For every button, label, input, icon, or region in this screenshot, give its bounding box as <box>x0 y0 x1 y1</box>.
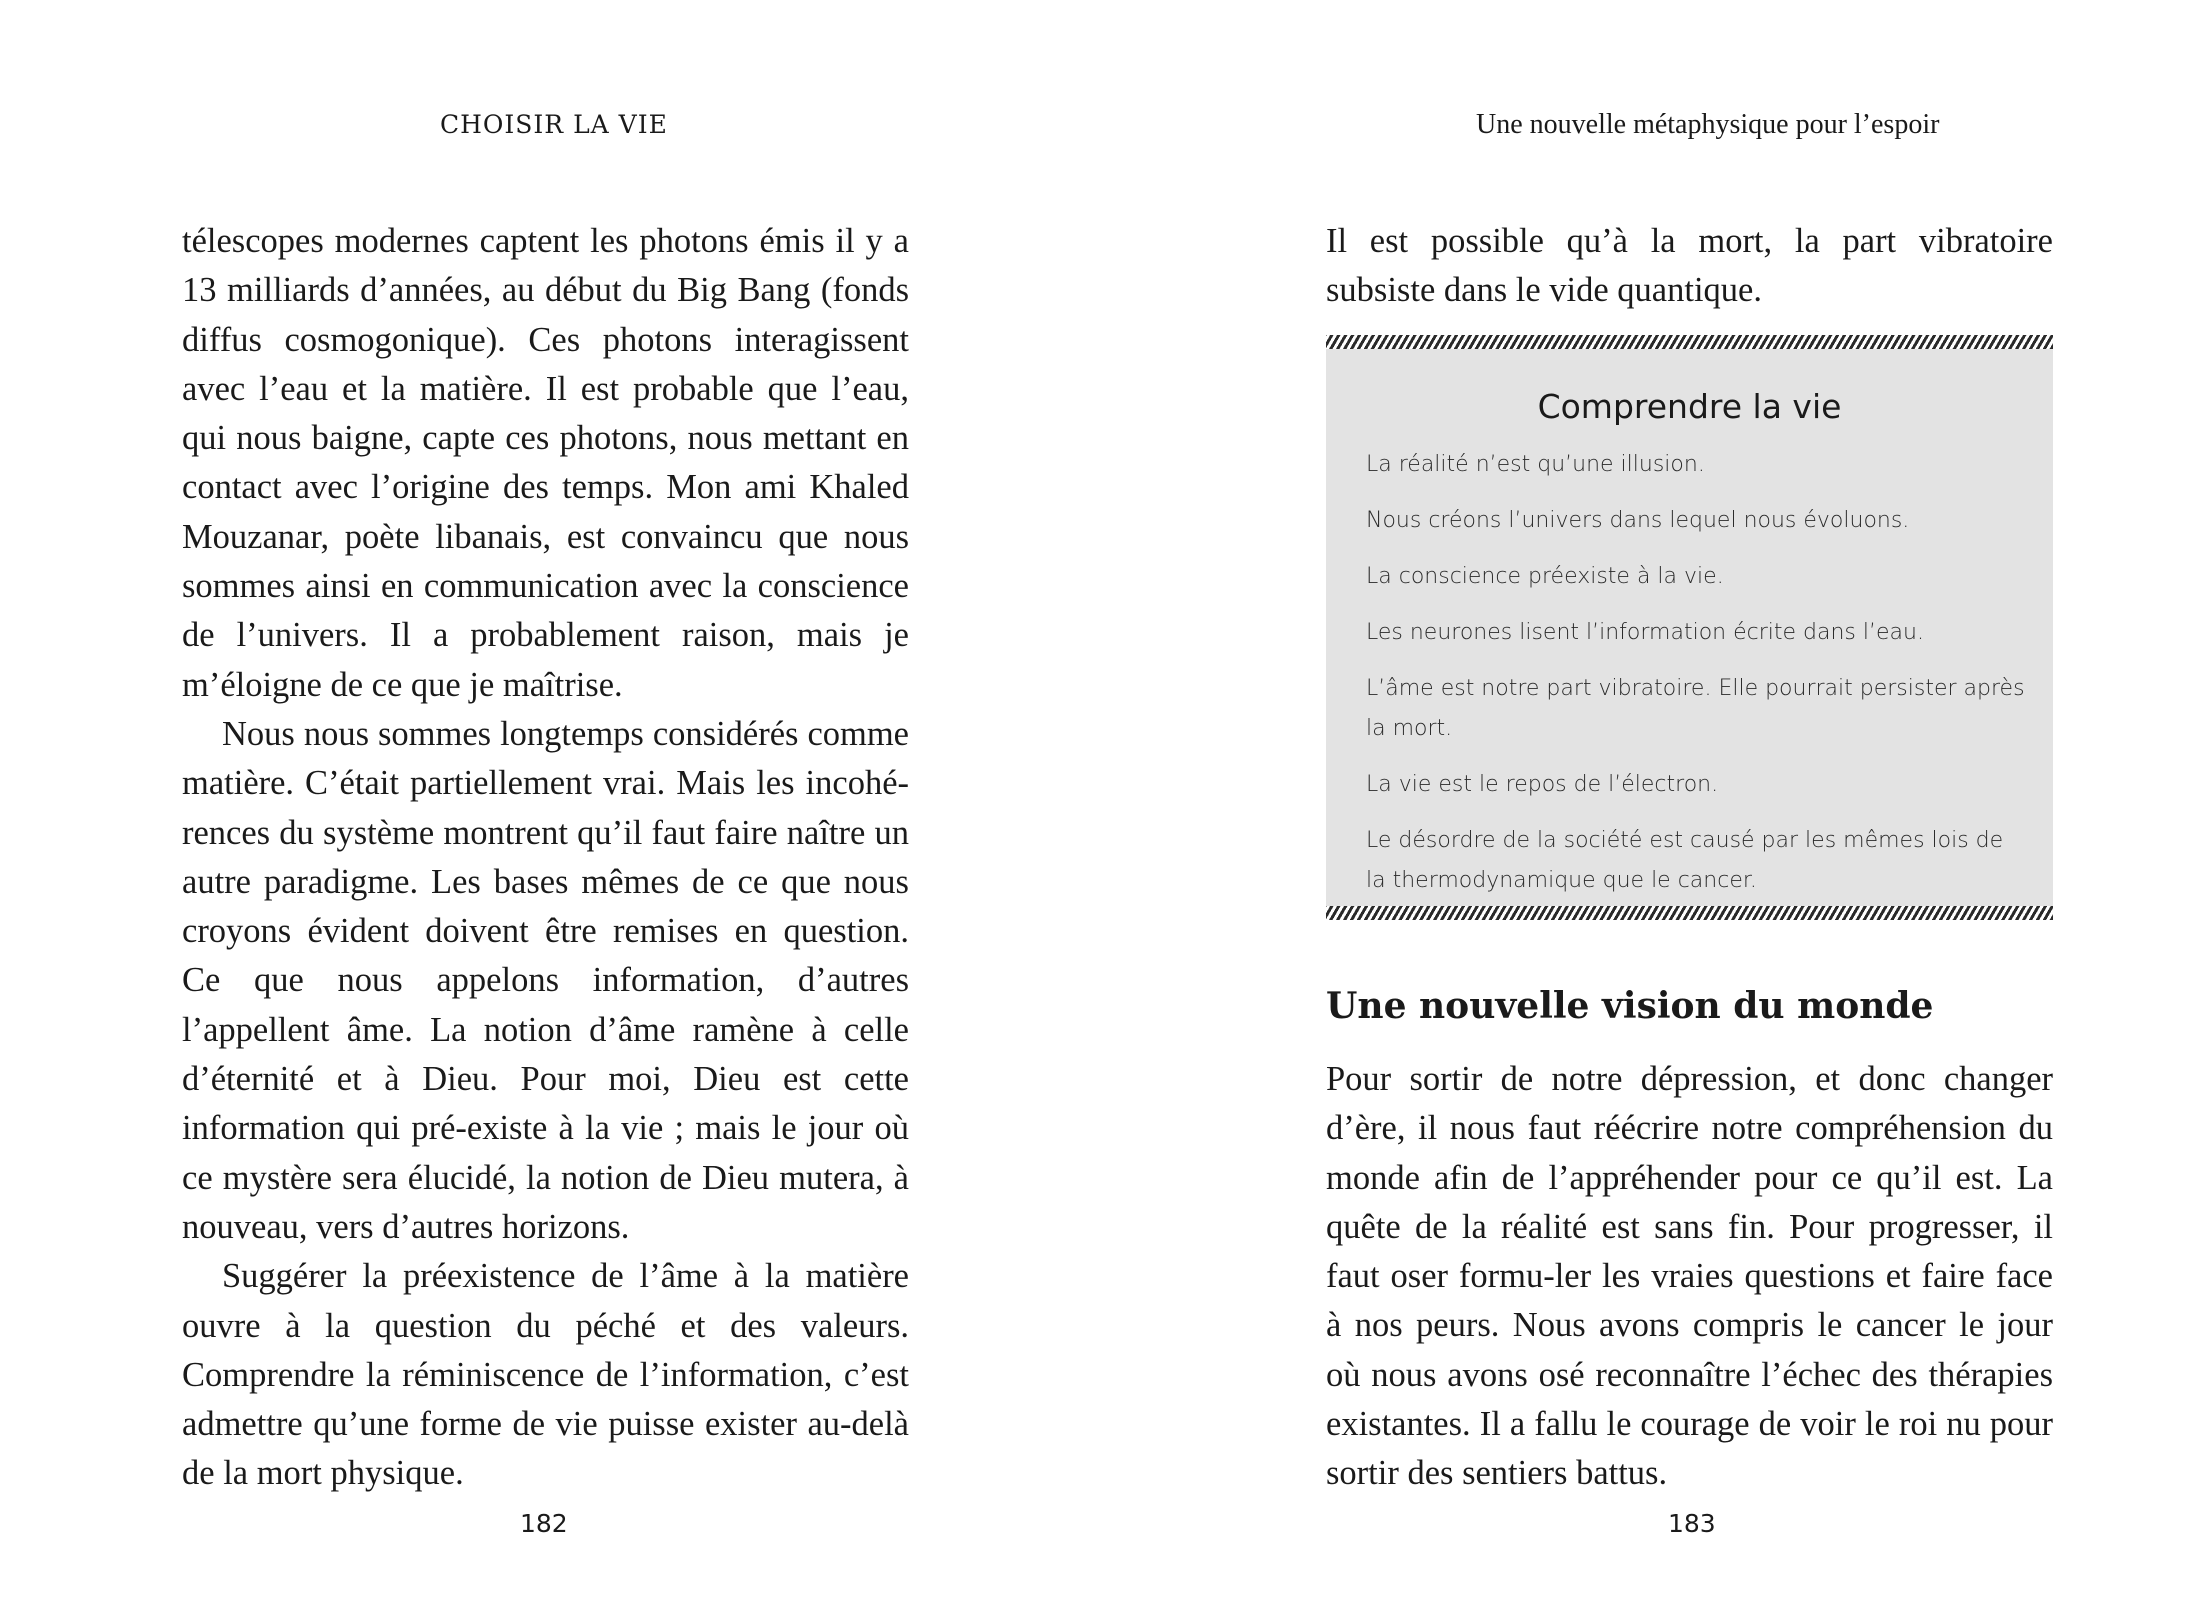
box-list-item: Nous créons l’univers dans lequel nous évoluons. <box>1366 508 1910 533</box>
running-head-right: Une nouvelle métaphysique pour l’espoir <box>1476 109 1940 140</box>
page-number-left: 182 <box>520 1509 568 1538</box>
box-border-bottom <box>1326 906 2053 920</box>
left-page <box>0 0 1102 1615</box>
paragraph: Il est possible qu’à la mort, la part vibratoire subsiste dans le vide quantique. <box>1326 222 2053 310</box>
box-list-item: La vie est le repos de l’électron. <box>1366 772 1719 797</box>
box-list-item: L’âme est notre part vibratoire. Elle pourrait persister après la mort. <box>1366 676 2025 741</box>
paragraph: Nous nous sommes longtemps considérés comme matière. C’était partiellement vrai. Mais les incohé-rences du système montrent qu’il faut faire naître un autre paradigme. Les bases mêmes de ce que nous croyons évident doivent être remises en question. Ce que nous appelons information, d’autres l’appellent âme. La notion d’âme ramène à celle d’éternité et à Dieu. Pour moi, Dieu est cette information qui pré-existe à la vie ; mais le jour où ce mystère sera élucidé, la notion de Dieu mutera, à nouveau, vers d’autres horizons. <box>182 714 909 1246</box>
paragraph: Suggérer la préexistence de l’âme à la matière ouvre à la question du péché et des valeurs. Comprendre la réminiscence de l’information, c’est admettre qu’une forme de vie puisse exister au-delà de la mort physique. <box>182 1257 909 1493</box>
box-body <box>1326 349 2053 906</box>
left-body-text <box>182 217 909 1499</box>
section-body-text <box>1326 1055 2053 1499</box>
box-list-item: Le désordre de la société est causé par les mêmes lois de la thermodynamique que le cancer. <box>1366 828 2004 893</box>
box-border-top <box>1326 335 2053 349</box>
box-list-item: La réalité n’est qu’une illusion. <box>1366 452 1705 477</box>
section-heading: Une nouvelle vision du monde <box>1326 985 1934 1027</box>
paragraph: télescopes modernes captent les photons émis il y a 13 milliards d’années, au début du Big Bang (fonds diffus cosmogonique). Ces photons interagissent avec l’eau et la matière. Il est probable que l’eau, qui nous baigne, capte ces photons, nous mettant en contact avec l’origine des temps. Mon ami Khaled Mouzanar, poète libanais, est convaincu que nous sommes ainsi en communication avec la conscience de l’univers. Il a probablement raison, mais je m’éloigne de ce que je maîtrise. <box>182 222 909 704</box>
running-head-left: CHOISIR LA VIE <box>440 110 668 139</box>
box-list-item: Les neurones lisent l’information écrite dans l’eau. <box>1366 620 1924 645</box>
right-page <box>1102 0 2205 1615</box>
box-list <box>1366 445 2026 917</box>
lead-paragraph <box>1326 217 2053 316</box>
page-number-right: 183 <box>1668 1509 1716 1538</box>
summary-box <box>1326 335 2053 920</box>
box-list-item: La conscience préexiste à la vie. <box>1366 564 1724 589</box>
paragraph: Pour sortir de notre dépression, et donc changer d’ère, il nous faut réécrire notre compréhension du monde afin de l’appréhender pour ce qu’il est. La quête de la réalité est sans fin. Pour progresser, il faut oser formu-ler les vraies questions et faire face à nos peurs. Nous avons compris le cancer le jour où nous avons osé reconnaître l’échec des thérapies existantes. Il a fallu le courage de voir le roi nu pour sortir des sentiers battus. <box>1326 1060 2053 1493</box>
box-title: Comprendre la vie <box>1537 387 1842 426</box>
